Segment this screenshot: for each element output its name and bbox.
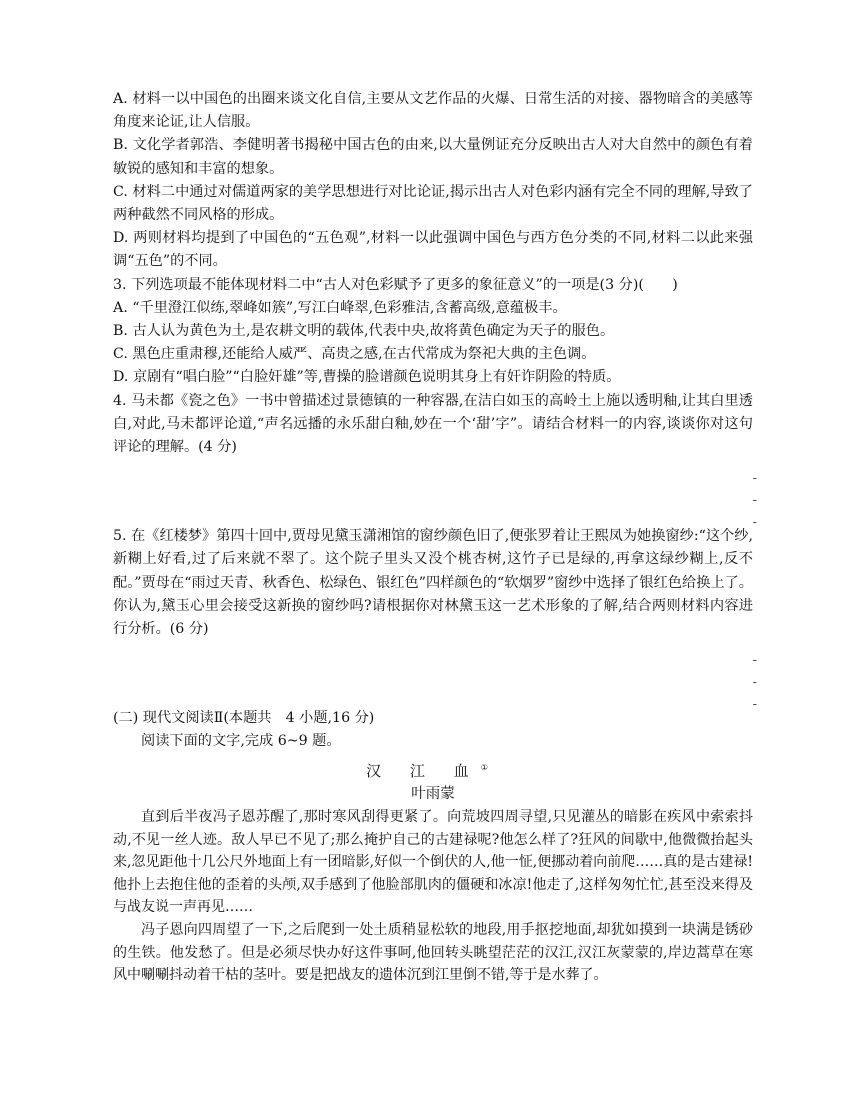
answer-line-dash: - (752, 653, 757, 668)
section-heading: (二) 现代文阅读Ⅱ(本题共 4 小题,16 分) (113, 710, 375, 727)
story-title-text: 汉 江 血 (366, 761, 481, 780)
option-3c: C. 黑色庄重肃穆,还能给人威严、高贵之感,在古代常成为祭祀大典的主色调。 (113, 346, 596, 363)
footnote-mark: ① (480, 762, 500, 772)
question-5-stem: 5. 在《红楼梦》第四十回中,贾母见黛玉潇湘馆的窗纱颜色旧了,便张罗着让王熙凤为她换窗纱:“这个纱,新糊上好看,过了后来就不翠了。这个院子里头又没个桃杏树,这竹子已是绿的,再拿这绿纱糊上,反不配。”贾母在“雨过天青、秋香色、松绿色、银红色”四样颜色的“软烟罗”窗纱中选择了银红色给换上了。你认为,黛玉心里会接受这新换的窗纱吗?请根据你对林黛玉这一艺术形象的了解,结合两则材料内容进行分析。(6 分) (113, 528, 753, 638)
option-3d: D. 京剧有“唱白脸”“白脸奸雄”等,曹操的脸谱颜色说明其身上有奸诈阴险的特质。 (113, 369, 621, 386)
answer-line-dash: - (752, 471, 757, 486)
option-3b: B. 古人认为黄色为土,是农耕文明的载体,代表中央,故将黄色确定为天子的服色。 (113, 323, 615, 340)
story-paragraph: 直到后半夜冯子恩苏醒了,那时寒风刮得更紧了。向荒坡四周寻望,只见灌丛的暗影在疾风中索索抖动,不见一丝人迹。敌人早已不见了;那么掩护自己的古建禄呢?他怎么样了?狂风的间歇中,他微微抬起头来,忽见距他十几公尺外地面上有一团暗影,好似一个倒伏的人,他一怔,便挪动着向前爬……真的是古建禄!他扑上去抱住他的歪着的头颅,双手感到了他脸部肌肉的僵硬和冰凉!他走了,这样匆匆忙忙,甚至没来得及与战友说一声再见…… (113, 809, 753, 916)
story-author: 叶雨蒙 (411, 785, 455, 802)
answer-area-q4[interactable] (113, 459, 757, 530)
question-3-stem: 3. 下列选项最不能体现材料二中“古人对色彩赋予了更多的象征意义”的一项是(3 分)( ) (113, 276, 678, 293)
option-2b: B. 文化学者郭浩、李健明著书揭秘中国古色的由来,以大量例证充分反映出古人对大自然中的颜色有着敏锐的感知和丰富的想象。 (113, 137, 753, 177)
answer-area-q5[interactable] (113, 641, 757, 712)
answer-line-dash: - (752, 515, 757, 530)
story-title (113, 756, 753, 783)
section-instruction: 阅读下面的文字,完成 6~9 题。 (141, 733, 341, 750)
option-2a: A. 材料一以中国色的出圈来谈文化自信,主要从文艺作品的火爆、日常生活的对接、器物暗含的美感等角度来论证,让人信服。 (113, 91, 753, 131)
option-3a: A. “千里澄江似练,翠峰如簇”,写江白峰翠,色彩雅洁,含蓄高级,意蕴极丰。 (113, 299, 567, 316)
answer-line-dash: - (752, 697, 757, 712)
option-2c: C. 材料二中通过对儒道两家的美学思想进行对比论证,揭示出古人对色彩内涵有完全不同的理解,导致了两种截然不同风格的形成。 (113, 183, 753, 224)
story-paragraph: 冯子恩向四周望了一下,之后爬到一处土质稍显松软的地段,用手抠挖地面,却犹如摸到一块满是锈砂的生铁。他发愁了。但是必须尽快办好这件事呵,他回转头眺望茫茫的汉江,汉江灰蒙蒙的,岸边蒿草在寒风中唰唰抖动着干枯的茎叶。要是把战友的遗体沉到江里倒不错,等于是水葬了。 (113, 922, 753, 984)
option-2d: D. 两则材料均提到了中国色的“五色观”,材料一以此强调中国色与西方色分类的不同,材料二以此来强调“五色”的不同。 (113, 230, 753, 270)
exam-page (113, 88, 757, 987)
answer-line-dash: - (752, 493, 757, 508)
question-4-stem: 4. 马未都《瓷之色》一书中曾描述过景德镇的一种容器,在洁白如玉的高岭土上施以透明釉,让其白里透白,对此,马未都评论道,“声名远播的永乐甜白釉,妙在一个‘甜’字”。请结合材料一的内容,谈谈你对这句评论的理解。(4 分) (113, 392, 753, 456)
answer-line-dash: - (752, 675, 757, 690)
